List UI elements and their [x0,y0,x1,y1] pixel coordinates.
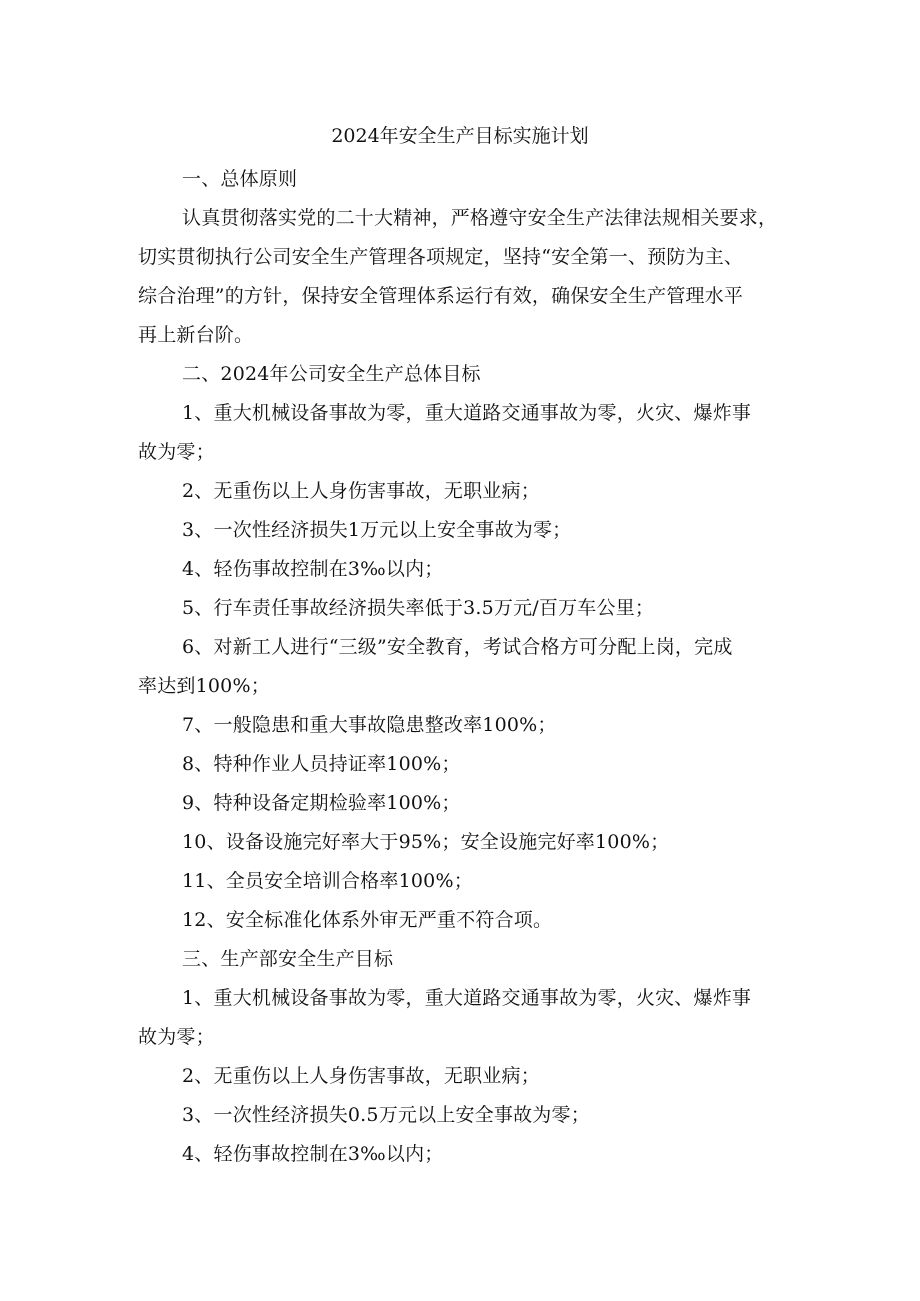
list-item: 1、重大机械设备事故为零，重大道路交通事故为零，火灾、爆炸事 [182,402,752,424]
list-item: 6、对新工人进行“三级”安全教育，考试合格方可分配上岗，完成 [182,636,733,658]
list-item-continuation: 率达到100%； [138,675,270,697]
list-item-continuation: 故为零； [138,441,215,463]
list-item: 3、一次性经济损失1万元以上安全事故为零； [182,519,572,541]
list-item: 8、特种作业人员持证率100%； [182,753,461,775]
list-item-continuation: 故为零； [138,1026,215,1048]
section-heading-company-targets: 二、2024年公司安全生产总体目标 [182,363,481,385]
list-item: 2、无重伤以上人身伤害事故，无职业病； [182,1065,540,1087]
list-item: 4、轻伤事故控制在3‰以内； [182,558,444,580]
paragraph-line: 再上新台阶。 [138,324,254,346]
paragraph-line: 综合治理”的方针，保持安全管理体系运行有效，确保安全生产管理水平 [138,285,744,307]
list-item: 2、无重伤以上人身伤害事故，无职业病； [182,480,540,502]
list-item: 12、安全标准化体系外审无严重不符合项。 [182,909,553,931]
paragraph-line: 认真贯彻落实党的二十大精神，严格遵守安全生产法律法规相关要求， [182,207,778,229]
section-heading-general-principles: 一、总体原则 [182,168,298,190]
list-item: 10、设备设施完好率大于95%；安全设施完好率100%； [182,831,670,853]
list-item: 3、一次性经济损失0.5万元以上安全事故为零； [182,1104,590,1126]
section-heading-production-targets: 三、生产部安全生产目标 [182,948,394,970]
list-item: 9、特种设备定期检验率100%； [182,792,461,814]
list-item: 7、一般隐患和重大事故隐患整改率100%； [182,714,557,736]
list-item: 1、重大机械设备事故为零，重大道路交通事故为零，火灾、爆炸事 [182,987,752,1009]
list-item: 11、全员安全培训合格率100%； [182,870,473,892]
list-item: 4、轻伤事故控制在3‰以内； [182,1143,444,1165]
document-title: 2024年安全生产目标实施计划 [331,125,589,147]
list-item: 5、行车责任事故经济损失率低于3.5万元/百万车公里； [182,597,655,619]
paragraph-line: 切实贯彻执行公司安全生产管理各项规定，坚持“安全第一、预防为主、 [138,246,744,268]
